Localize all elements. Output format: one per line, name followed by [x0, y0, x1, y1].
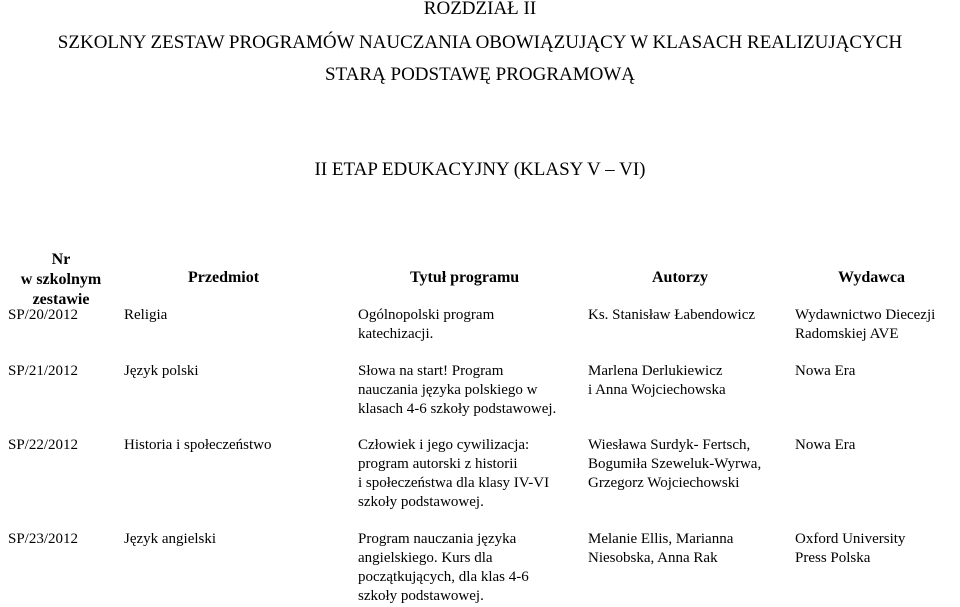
cell-publisher — [795, 436, 960, 455]
program-line: szkoły podstawowej. — [358, 494, 484, 510]
program-line: katechizacji. — [358, 326, 434, 342]
program-line: klasach 4-6 szkoły podstawowej. — [358, 401, 557, 417]
authors-line: Wiesława Surdyk- Fertsch, — [588, 437, 751, 453]
publisher-line: Nowa Era — [795, 437, 856, 453]
cell-subject: Język angielski — [124, 531, 217, 547]
program-line: Ogólnopolski program — [358, 307, 495, 323]
authors-line: Melanie Ellis, Marianna — [588, 531, 734, 547]
authors-line: Grzegorz Wojciechowski — [588, 475, 740, 491]
program-line: początkujących, dla klas 4-6 — [358, 569, 529, 585]
authors-line: i Anna Wojciechowska — [588, 382, 726, 398]
program-line: Człowiek i jego cywilizacja: — [358, 437, 530, 453]
program-line: angielskiego. Kurs dla — [358, 550, 493, 566]
cell-publisher — [795, 362, 960, 381]
cell-subject: Historia i społeczeństwo — [124, 437, 272, 453]
chapter-subtitle-line2: STARĄ PODSTAWĘ PROGRAMOWĄ — [324, 64, 635, 85]
cell-subject: Język polski — [124, 363, 199, 379]
header-program: Tytuł programu — [410, 269, 520, 286]
cell-authors — [588, 436, 788, 493]
cell-nr: SP/20/2012 — [8, 307, 79, 323]
cell-nr: SP/23/2012 — [8, 531, 79, 547]
program-line: Słowa na start! Program — [358, 363, 504, 379]
chapter-subtitle-line1: SZKOLNY ZESTAW PROGRAMÓW NAUCZANIA OBOWIĄZUJĄCY W KLASACH REALIZUJĄCYCH — [57, 32, 903, 53]
program-line: Program nauczania języka — [358, 531, 517, 547]
cell-authors — [588, 530, 788, 568]
authors-line: Niesobska, Anna Rak — [588, 550, 718, 566]
program-line: i społeczeństwa dla klasy IV-VI — [358, 475, 550, 491]
program-line: nauczania języka polskiego w — [358, 382, 538, 398]
authors-line: Bogumiła Szeweluk-Wyrwa, — [588, 456, 762, 472]
program-line: program autorski z historii — [358, 456, 518, 472]
publisher-line: Nowa Era — [795, 363, 856, 379]
cell-nr: SP/22/2012 — [8, 437, 79, 453]
header-authors: Autorzy — [652, 269, 708, 286]
cell-program — [358, 436, 578, 512]
program-line: szkoły podstawowej. — [358, 588, 484, 604]
cell-publisher — [795, 530, 960, 568]
header-publisher: Wydawca — [838, 269, 905, 286]
cell-program — [358, 362, 578, 419]
cell-authors — [588, 306, 788, 325]
publisher-line: Radomskiej AVE — [795, 326, 899, 342]
cell-authors — [588, 362, 788, 400]
authors-line: Marlena Derlukiewicz — [588, 363, 723, 379]
header-nr-line2: w szkolnym — [20, 271, 102, 288]
authors-line: Ks. Stanisław Łabendowicz — [588, 307, 756, 323]
cell-program — [358, 530, 578, 606]
header-subject: Przedmiot — [188, 269, 260, 286]
cell-program — [358, 306, 578, 344]
publisher-line: Press Polska — [795, 550, 871, 566]
header-nr-line3: zestawie — [32, 291, 90, 308]
cell-publisher — [795, 306, 960, 344]
stage-heading: II ETAP EDUKACYJNY (KLASY V – VI) — [314, 159, 646, 180]
cell-nr: SP/21/2012 — [8, 363, 79, 379]
publisher-line: Wydawnictwo Diecezji — [795, 307, 936, 323]
chapter-title: ROZDZIAŁ II — [423, 0, 537, 19]
publisher-line: Oxford University — [795, 531, 906, 547]
header-nr-line1: Nr — [51, 251, 71, 268]
header-nr — [8, 250, 114, 310]
cell-subject: Religia — [124, 307, 168, 323]
